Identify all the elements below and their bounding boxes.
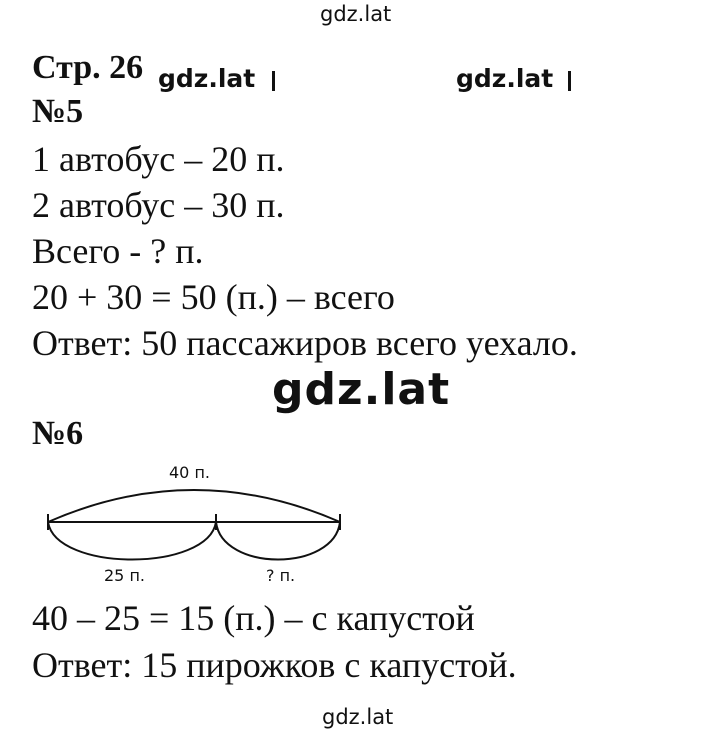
- task5-answer: Ответ: 50 пассажиров всего уехало.: [32, 323, 578, 363]
- task6-equation: 40 – 25 = 15 (п.) – с капустой: [32, 598, 475, 638]
- segment-diagram: [38, 450, 358, 590]
- right-part-label: ? п.: [266, 566, 296, 585]
- watermark-bar-right: [568, 71, 571, 91]
- watermark-top: gdz.lat: [320, 2, 392, 26]
- task5-number: №5: [32, 93, 84, 130]
- watermark-center: gdz.lat: [272, 364, 451, 415]
- watermark-header-right: gdz.lat: [456, 64, 554, 93]
- total-arc: [48, 490, 340, 522]
- task5-equation: 20 + 30 = 50 (п.) – всего: [32, 277, 395, 317]
- left-part-label: 25 п.: [104, 566, 145, 585]
- watermark-header-left: gdz.lat: [158, 64, 256, 93]
- task6-answer: Ответ: 15 пирожков с капустой.: [32, 645, 517, 685]
- task5-line-2: 2 автобус – 30 п.: [32, 185, 285, 225]
- watermark-bar-left: [272, 71, 275, 91]
- watermark-bottom: gdz.lat: [322, 705, 394, 729]
- task5-line-3: Всего - ? п.: [32, 231, 204, 271]
- task6-number: №6: [32, 415, 84, 452]
- total-length-label: 40 п.: [169, 463, 210, 482]
- right-brace: [216, 522, 340, 560]
- task5-line-1: 1 автобус – 20 п.: [32, 139, 285, 179]
- page-heading: Стр. 26: [32, 49, 144, 86]
- left-brace: [48, 522, 216, 560]
